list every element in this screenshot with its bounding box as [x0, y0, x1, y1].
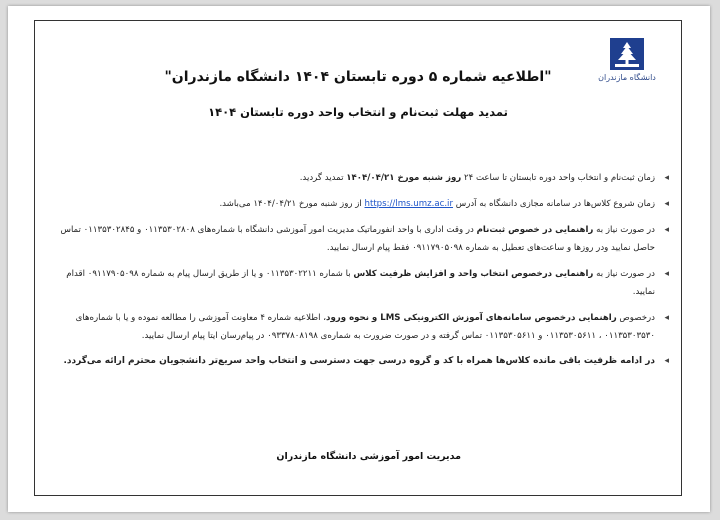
item-text: ، اطلاعیه شماره ۴ معاونت آموزشی را مطالعه نموده و یا با شماره‌های ۰۱۱۳۵۳۰۳۵۳۰ ، ۰۱۱۳۵۳۰۵۶۱۱ و ۰۱۱۳۵۳۰۵۶۱۱ تماس گرفته و در صورت ضرورت به شماره‌ی ۰۹۳۳۷۸۰۸۱۹۸ در پیام‌رسان ایتا پیام ارسال نمایید. — [75, 313, 655, 341]
list-item — [47, 221, 669, 257]
arrow-bullet-icon: ◂ — [664, 173, 669, 183]
item-text: در صورت نیاز به — [593, 225, 655, 235]
item-bold-text: راهنمایی درخصوص انتخاب واحد و افزایش ظرفیت کلاس — [353, 269, 594, 279]
university-emblem-icon — [609, 37, 645, 71]
item-text: زمان ثبت‌نام و انتخاب واحد دوره تابستان تا ساعت ۲۴ — [461, 173, 655, 183]
arrow-bullet-icon: ◂ — [664, 269, 669, 279]
arrow-bullet-icon: ◂ — [664, 356, 669, 366]
page-subtitle: تمدید مهلت ثبت‌نام و انتخاب واحد دوره تابستان ۱۴۰۴ — [208, 105, 508, 119]
item-text: درخصوص — [616, 313, 655, 323]
item-text: در صورت نیاز به — [593, 269, 655, 279]
item-text: از روز شنبه مورخ ۱۴۰۴/۰۴/۲۱ می‌باشد. — [219, 199, 365, 209]
item-bold-text: راهنمایی در خصوص ثبت‌نام — [476, 225, 594, 235]
document-page — [8, 6, 710, 512]
item-text: در وقت اداری با واحد انفورماتیک مدیریت امور آموزشی دانشگاه با شماره‌های ۰۱۱۳۵۳۰۲۸۰۸ و ۰۱۱۳۵۳۰۲۸۴۵ تماس حاصل نمایید ودر روزها و ساعت‌های تعطیل به شماره ۰۹۱۱۷۹۰۵۰۹۸ فقط پیام ارسال نمایید. — [60, 225, 655, 253]
arrow-bullet-icon: ◂ — [664, 225, 669, 235]
item-bold-text: روز شنبه مورخ ۱۴۰۴/۰۴/۲۱ — [346, 173, 462, 183]
arrow-bullet-icon: ◂ — [664, 199, 669, 209]
document-frame — [34, 20, 682, 496]
lms-link[interactable]: https://lms.umz.ac.ir — [364, 199, 453, 209]
final-note-text: در ادامه ظرفیت باقی مانده کلاس‌ها همراه با کد و گروه درسی جهت دسترسی و انتخاب واحد سریع‌تر دانشجویان محترم ارائه می‌گردد. — [63, 356, 655, 366]
item-text: تمدید گردید. — [299, 173, 347, 183]
item-text: زمان شروع کلاس‌ها در سامانه مجازی دانشگاه به آدرس — [452, 199, 655, 209]
logo-caption: دانشگاه مازندران — [598, 73, 656, 82]
item-bold-text: راهنمایی درخصوص سامانه‌های آموزش الکترونیکی LMS و نحوه ورود — [326, 313, 617, 323]
list-item — [47, 169, 669, 187]
arrow-bullet-icon: ◂ — [664, 313, 669, 323]
page-title: "اطلاعیه شماره ۵ دوره تابستان ۱۴۰۴ دانشگاه مازندران" — [164, 69, 552, 85]
signature: مدیریت امور آموزشی دانشگاه مازندران — [276, 451, 461, 462]
list-item — [47, 309, 669, 345]
list-item — [47, 195, 669, 213]
item-text: با شماره ۰۱۱۳۵۳۰۲۲۱۱ و یا از طریق ارسال پیام به شماره ۰۹۱۱۷۹۰۵۰۹۸ اقدام نمایید. — [66, 269, 655, 297]
announcement-list — [47, 169, 669, 377]
list-item — [47, 265, 669, 301]
final-note — [47, 353, 669, 369]
